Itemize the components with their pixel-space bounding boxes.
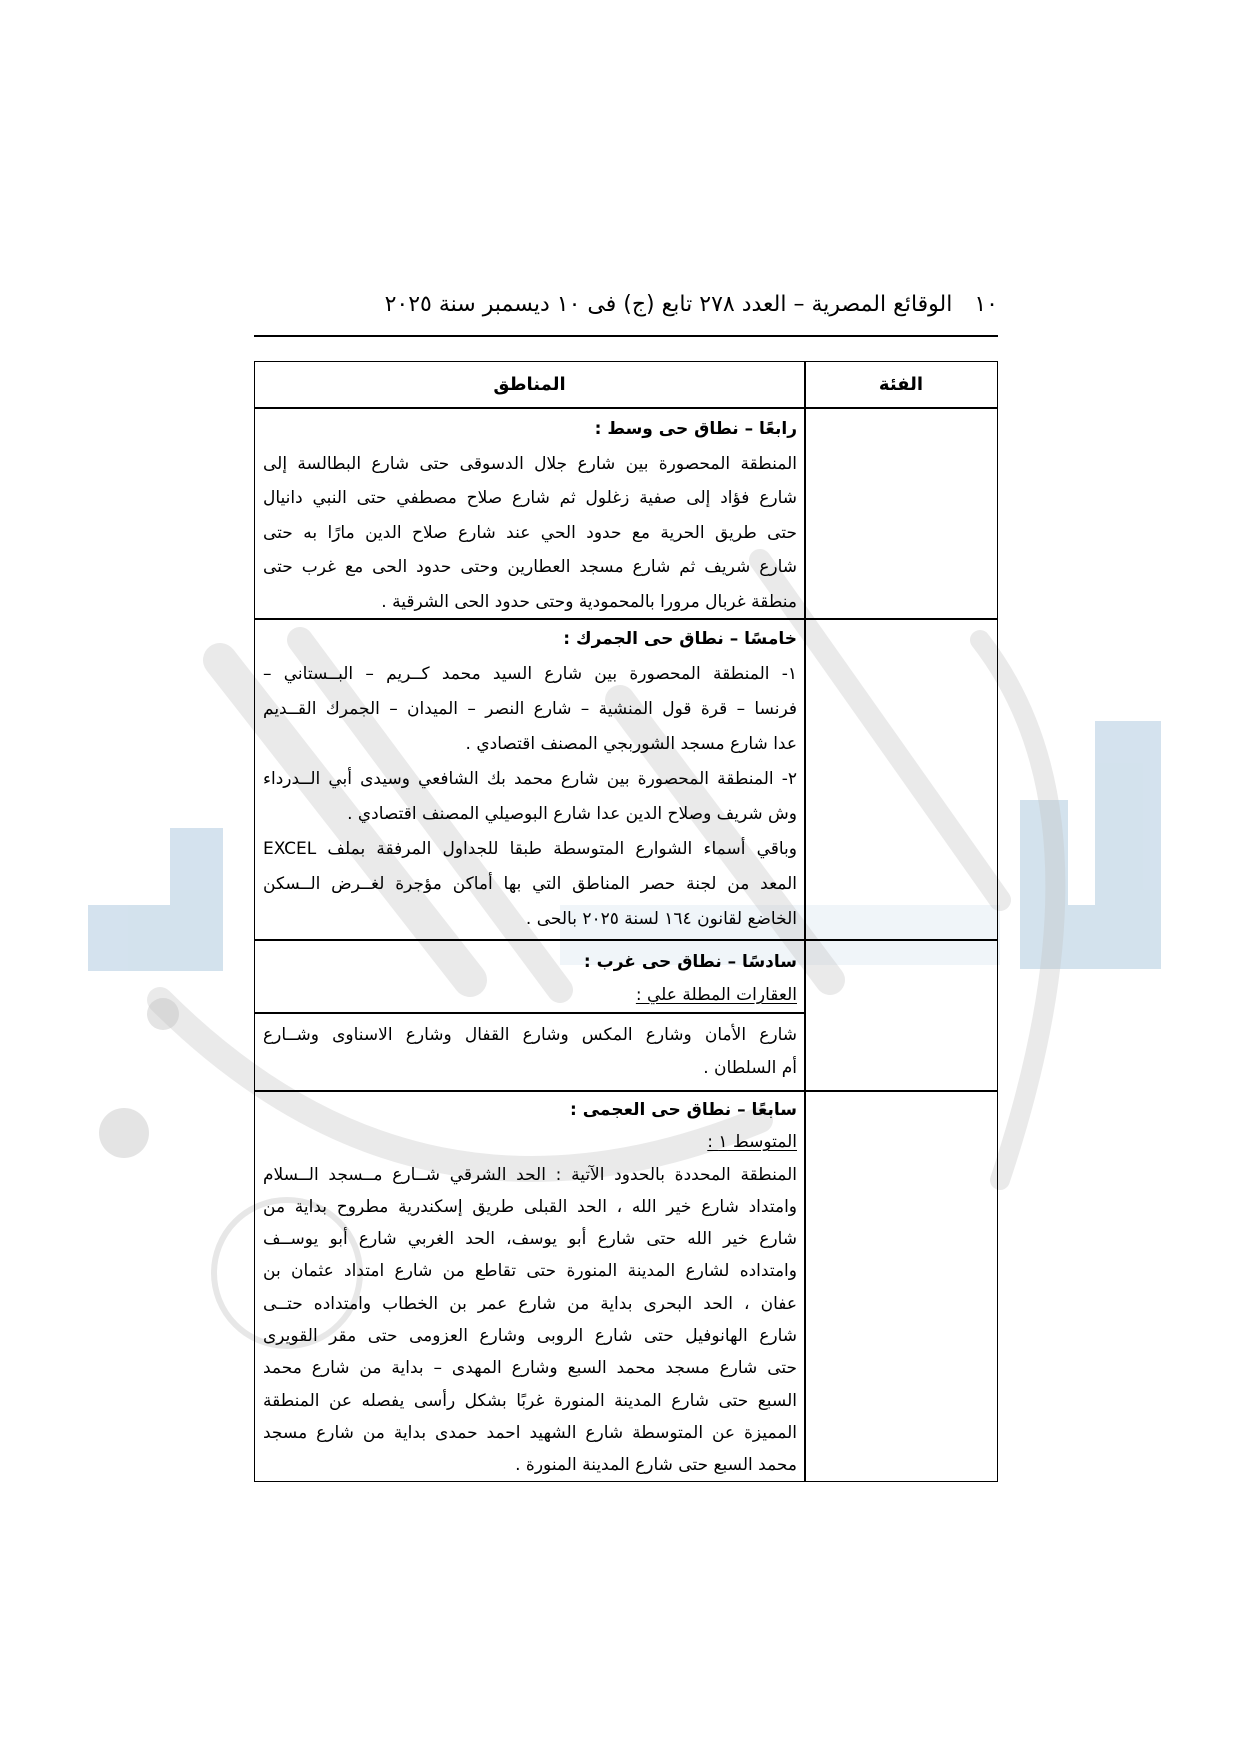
area-line: وامتداده لشارع المدينة المنورة حتى تقاطع من شارع امتداد عثمان بن — [263, 1261, 797, 1282]
gazette-title: الوقائع المصرية – العدد ٢٧٨ تابع (ج) فى ١٠ ديسمبر سنة ٢٠٢٥ — [384, 291, 953, 317]
table-row — [263, 1094, 797, 1482]
area-line: شارع خير الله حتى شارع أبو يوسف، الحد الغربي شارع أبو يوســف — [263, 1229, 797, 1250]
page-number: ١٠ — [974, 291, 998, 317]
area-line: ١- المنطقة المحصورة بين شارع السيد محمد كــريم – البــستاني – — [263, 664, 797, 684]
area-subheading-text: العقارات المطلة علي : — [635, 985, 797, 1005]
category-cell — [806, 941, 996, 1090]
column-header-category: الفئة — [878, 374, 924, 395]
watermark-dots — [99, 998, 179, 1158]
district-heading: خامسًا – نطاق حى الجمرك : — [563, 629, 797, 649]
area-line: شارع الأمان وشارع المكس وشارع القفال وشارع الاسناوى وشــارع — [263, 1025, 797, 1045]
area-line: المميزة عن المتوسطة شارع الشهيد احمد حمدى بداية من شارع مسجد — [263, 1422, 797, 1443]
area-line: المنطقة المحددة بالحدود الآتية : الحد الشرقي شــارع مــسجد الــسلام — [263, 1164, 797, 1185]
area-subheading-text: المتوسط ١ : — [707, 1132, 797, 1153]
area-line: عدا شارع مسجد الشوربجي المصنف اقتصادي . — [465, 734, 797, 754]
table-row-detail — [263, 1019, 797, 1085]
area-line: منطقة غربال مرورا بالمحمودية وحتى حدود الحى الشرقية . — [381, 591, 797, 612]
area-line: شارع فؤاد إلى صفية زغلول ثم شارع صلاح مصطفي حتى النبي دانيال — [263, 488, 797, 508]
area-subheading — [263, 1126, 797, 1158]
area-line: شارع الهانوفيل حتى شارع الروبى وشارع العزومى حتى مقر القويرى — [263, 1326, 797, 1347]
district-heading: رابعًا – نطاق حى وسط : — [594, 419, 797, 439]
area-line: المنطقة المحصورة بين شارع جلال الدسوقى حتى شارع البطالسة إلى — [263, 453, 797, 474]
table-row — [263, 622, 797, 937]
area-line: المعد من لجنة حصر المناطق التي بها أماكن مؤجرة لغــرض الــسكن — [263, 874, 797, 894]
area-line: وباقي أسماء الشوارع المتوسطة طبقا للجداول المرفقة بملف EXCEL — [263, 839, 797, 859]
category-cell — [806, 409, 996, 618]
table-row — [263, 412, 797, 619]
area-line: وش شريف وصلاح الدين عدا شارع البوصيلي المصنف اقتصادي . — [347, 804, 797, 824]
category-cell — [806, 620, 996, 939]
district-heading: سابعًا – نطاق حى العجمى : — [570, 1100, 797, 1120]
column-header-areas: المناطق — [493, 374, 566, 395]
area-line: فرنسا – قرة قول المنشية – شارع النصر – الميدان – الجمرك القــديم — [263, 699, 797, 719]
area-line: الخاضع لقانون ١٦٤ لسنة ٢٠٢٥ بالحى . — [525, 909, 797, 929]
area-subheading — [263, 979, 797, 1012]
area-line: ٢- المنطقة المحصورة بين شارع محمد بك الشافعي وسيدى أبي الــدرداء — [263, 769, 797, 789]
header-divider — [254, 335, 998, 337]
zones-table — [254, 361, 998, 1482]
area-line: وامتداد شارع خير الله ، الحد القبلى طريق إسكندرية مطروح بداية من — [263, 1196, 797, 1217]
area-line: حتى شارع مسجد محمد السبع وشارع المهدى – بداية من شارع محمد — [263, 1358, 797, 1379]
district-heading: سادسًا – نطاق حى غرب : — [583, 952, 797, 972]
area-line: شارع شريف ثم شارع مسجد العطارين وحتى حدود الحى مع غرب حتى — [263, 557, 797, 577]
area-line: حتى طريق الحرية مع حدود الحي عند شارع صلاح الدين مارًا به حتى — [263, 522, 797, 543]
area-line: عفان ، الحد البحرى بداية من شارع عمر بن الخطاب وامتداده حتــى — [263, 1293, 797, 1314]
area-line: أم السلطان . — [703, 1058, 797, 1078]
area-line: السبع حتى شارع المدينة المنورة غربًا بشكل رأسى يفصله عن المنطقة — [263, 1390, 797, 1411]
table-row — [263, 946, 797, 1012]
area-line: محمد السبع حتى شارع المدينة المنورة . — [515, 1455, 797, 1476]
category-cell — [806, 1092, 996, 1480]
sub-row-divider — [255, 1012, 804, 1014]
page-header — [254, 286, 998, 322]
